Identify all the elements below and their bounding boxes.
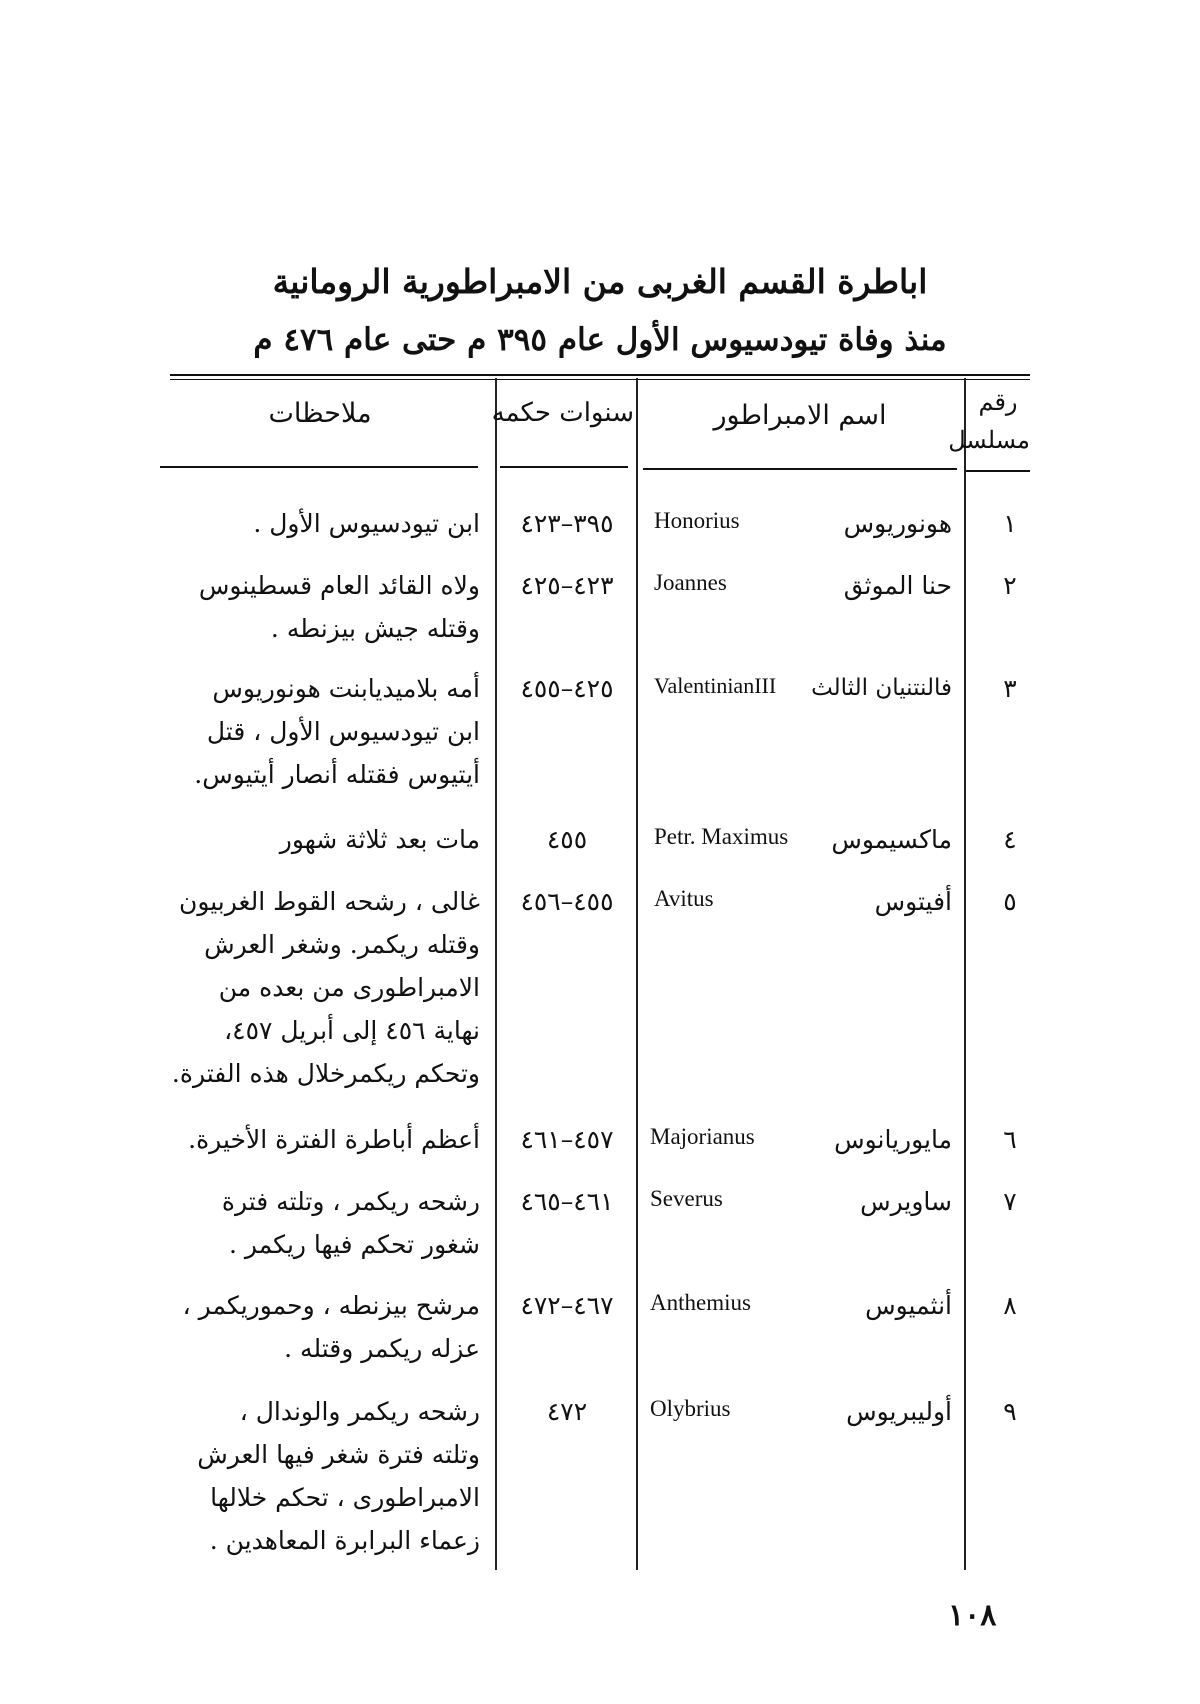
row-8-years: ٤٦٧–٤٧٢ <box>520 1291 614 1320</box>
row-8-note-line: عزله ريكمر وقتله . <box>284 1334 480 1363</box>
row-9-years: ٤٧٢ <box>546 1397 588 1426</box>
row-2-years: ٤٢٣–٤٢٥ <box>520 571 614 600</box>
row-1-note-line: ابن تيودسيوس الأول . <box>253 509 480 538</box>
row-4-number: ٤ <box>1003 825 1017 854</box>
row-8-notes <box>150 1284 480 1370</box>
divider-name-serial <box>964 378 966 1570</box>
row-5-number: ٥ <box>1003 887 1017 916</box>
row-2-number: ٢ <box>1003 571 1017 600</box>
row-2-note-line: ولاه القائد العام قسطينوس <box>198 571 480 600</box>
header-emperor-name: اسم الامبراطور <box>713 400 887 431</box>
row-7-name-arabic: ساويرس <box>860 1187 952 1216</box>
row-4-name-arabic: ماكسيموس <box>831 825 952 854</box>
row-3-name-arabic: فالنتنيان الثالث <box>811 675 952 701</box>
header-notes: ملاحظات <box>268 398 372 429</box>
row-4-name-latin: Petr. Maximus <box>654 824 789 849</box>
row-7-note-line: رشحه ريكمر ، وتلته فترة <box>221 1187 480 1216</box>
row-6-name-latin: Majorianus <box>650 1124 755 1149</box>
row-9-note-line: الامبراطورى ، تحكم خلالها <box>210 1483 480 1512</box>
row-3-note-line: أيتيوس فقتله أنصار أيتيوس. <box>194 760 480 789</box>
row-5-note-line: وتحكم ريكمرخلال هذه الفترة. <box>171 1059 480 1088</box>
page-number: ١٠٨ <box>948 1598 997 1633</box>
header-serial-line2: مسلسل <box>948 426 1030 454</box>
row-8-note-line: مرشح بيزنطه ، وحموريكمر ، <box>182 1291 480 1320</box>
row-6-years: ٤٥٧–٤٦١ <box>520 1125 614 1154</box>
row-8-name-latin: Anthemius <box>650 1290 751 1315</box>
row-3-notes <box>150 667 480 796</box>
row-1-name-latin: Honorius <box>654 508 740 533</box>
row-5-name-arabic: أفيتوس <box>874 887 952 916</box>
row-6-notes <box>150 1118 480 1161</box>
header-underline-serial <box>966 470 1030 472</box>
row-4-note-line: مات بعد ثلاثة شهور <box>279 825 480 854</box>
page-title: اباطرة القسم الغربى من الامبراطورية الرومانية <box>272 262 928 301</box>
page-subtitle: منذ وفاة تيودسيوس الأول عام ٣٩٥ م حتى عام ٤٧٦ م <box>253 322 947 358</box>
table-top-rule <box>170 374 1030 376</box>
divider-years-name <box>636 378 638 1570</box>
row-5-note-line: نهاية ٤٥٦ إلى أبريل ٤٥٧، <box>224 1016 480 1045</box>
row-7-notes <box>150 1180 480 1266</box>
header-underline-notes <box>160 466 478 468</box>
row-6-name-arabic: مايوريانوس <box>834 1125 952 1154</box>
row-9-note-line: رشحه ريكمر والوندال ، <box>239 1397 480 1426</box>
row-6-note-line: أعظم أباطرة الفترة الأخيرة. <box>188 1125 480 1154</box>
row-5-note-line: الامبراطورى من بعده من <box>218 973 480 1002</box>
row-9-name-arabic: أوليبريوس <box>846 1397 952 1426</box>
row-7-name-latin: Severus <box>650 1186 723 1211</box>
row-5-note-line: غالى ، رشحه القوط الغربيون <box>178 887 480 916</box>
row-3-number: ٣ <box>1003 674 1017 703</box>
row-2-name-arabic: حنا الموثق <box>843 571 952 600</box>
row-6-number: ٦ <box>1003 1125 1017 1154</box>
divider-notes-years <box>495 378 497 1570</box>
header-reign-years: سنوات حكمه <box>491 398 634 428</box>
row-1-number: ١ <box>1003 509 1017 538</box>
header-serial-line1: رقم <box>978 388 1018 416</box>
row-5-notes <box>150 880 480 1095</box>
row-2-note-line: وقتله جيش بيزنطه . <box>270 614 480 643</box>
row-2-notes <box>150 564 480 650</box>
row-9-name-latin: Olybrius <box>650 1396 731 1421</box>
table-top-rule-2 <box>170 379 1030 380</box>
row-8-name-arabic: أنثميوس <box>865 1291 952 1320</box>
row-7-years: ٤٦١–٤٦٥ <box>520 1187 614 1216</box>
row-2-name-latin: Joannes <box>654 570 727 595</box>
row-4-notes <box>150 818 480 861</box>
header-underline-name <box>643 468 957 470</box>
row-1-years: ٣٩٥–٤٢٣ <box>520 509 614 538</box>
row-5-years: ٤٥٥–٤٥٦ <box>520 887 614 916</box>
row-7-number: ٧ <box>1003 1187 1017 1216</box>
row-3-years: ٤٢٥–٤٥٥ <box>520 674 614 703</box>
row-7-note-line: شغور تحكم فيها ريكمر . <box>229 1230 480 1259</box>
row-5-note-line: وقتله ريكمر. وشغر العرش <box>204 930 480 959</box>
row-3-note-line: ابن تيودسيوس الأول ، قتل <box>206 717 480 746</box>
row-9-note-line: وتلته فترة شغر فيها العرش <box>197 1440 480 1469</box>
row-3-note-line: أمه بلاميديابنت هونوريوس <box>212 674 480 703</box>
row-9-number: ٩ <box>1003 1397 1017 1426</box>
row-8-number: ٨ <box>1003 1291 1017 1320</box>
row-1-name-arabic: هونوريوس <box>843 509 952 538</box>
header-underline-years <box>500 466 628 468</box>
row-9-note-line: زعماء البرابرة المعاهدين . <box>209 1526 480 1555</box>
row-9-notes <box>150 1390 480 1562</box>
row-5-name-latin: Avitus <box>654 886 714 911</box>
row-1-notes <box>150 502 480 545</box>
row-4-years: ٤٥٥ <box>546 825 588 854</box>
row-3-name-latin: ValentinianIII <box>654 673 777 698</box>
